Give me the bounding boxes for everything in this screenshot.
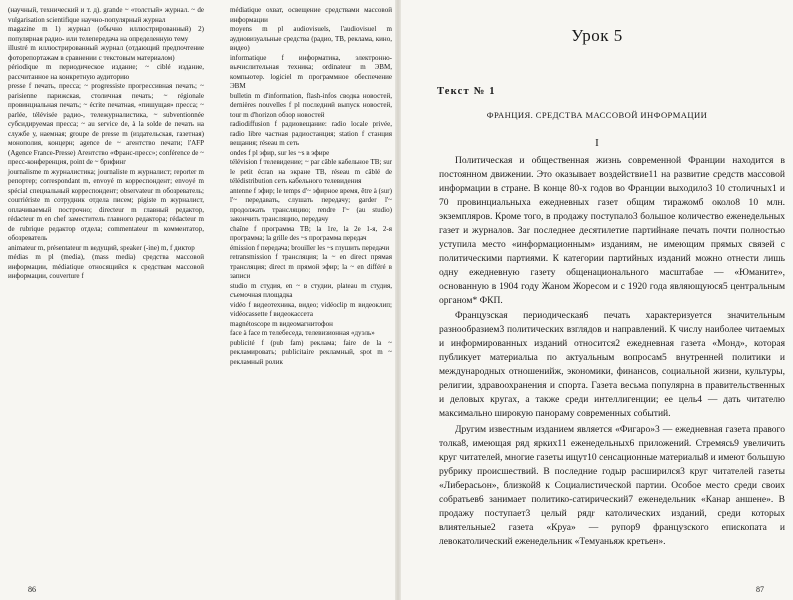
glossary-entry: bulletin m d'information, flash-infos сводка новостей, dernières nouvelles f pl последний выпуск новостей, tour m d'horizon обзор новостей — [230, 91, 392, 119]
glossary-entry: antenne f эфир; le temps d'~ эфирное время, être à (sur) l'~ передавать, слушать передачу; garder l'~ продолжать трансляцию; rendre l'~ (au studio) закончить трансляцию, передачу — [230, 186, 392, 223]
body-paragraph: Французская периодическая6 печать характеризуется значительным разнообразием3 политических взглядов и направлений. К числу наиболее читаемых и информированных изданий относится2 ежедневная газета «Монд», которая публикует материалыa по актуальным вопросам5 внутренней политики и международных отношенийж, экономики, финансов, социальной жизни, культуры, религии, здравоохранения и спорта. Газета весьма популярна в правительственных и деловых кругах, а также среди интеллигенции; ее цель4 — дать читателю максимально широкую панораму современных событий. — [439, 310, 785, 420]
text-subtitle: ФРАНЦИЯ. СРЕДСТВА МАССОВОЙ ИНФОРМАЦИИ — [486, 110, 708, 120]
body-paragraph: Политическая и общественная жизнь современной Франции находится в постоянном движении. Это оказывает воздействие11 на развитие средств массовой информации в стране. В конце 80-х годов во Франции выходило3 10 столичных1 и 70 провинциальныхa ежедневных газет общим тиражомб около8 10 млн. экземпляров. Кроме того, в продажу поступало3 большое количество еженедельных газет и журналов. Заr последнее десятилетие партийнаяe печать почти полностью уступила место «информационным» изданиям, не имеющим прямых связей с политическими партиями. К категории партийных изданий можно отнести лишь одну ежедневную газету общенационального масштабаe — «Юманите», основанную в 1904 году Жаном Жоресом и с 1920 года являющуюся5 центральным органом* ФКП. — [439, 155, 785, 306]
glossary-entry: médias m pl (media), (mass media) средства массовой информации, médiatique относящийся к средствам массовой информации, couverture f — [8, 253, 204, 280]
glossary-entry: magazine m 1) журнал (обычно иллюстрированный) 2) популярная радио- или телепередача на определенную тему — [8, 25, 204, 43]
glossary-entry: animateur m, présentateur m ведущий, speaker (-ine) m, f диктор — [8, 243, 195, 252]
glossary-entry: vidéo f видеотехника, видео; vidéoclip m видеоклип; vidéocassette f видеокассета — [230, 300, 392, 318]
glossary-column-1 — [8, 6, 204, 282]
section-numeral: I — [595, 137, 599, 149]
body-paragraph: Другим известным изданием является «Фигаро»3 — ежедневная газета правого толка8, имеющая ряд ярких11 еженедельных6 приложений. Стремясь9 увеличить круг читателей, многие газеты ищут10 сенсационные материалы8 и имеют большую рубрику происшествий. В последние годыp расширился3 круг читателей газеты «Либерасьон», близкой8 к Социалистической партии. Особое место среди своих собратьев6 занимает политико-сатирический7 еженедельник «Канар аншене». В продажу поступает3 целый рядr католических изданий, среди которых влиятельные2 газета «Круа» — рупор9 французского епископата и левокатолический еженедельник «Темуаньяж кретьен». — [439, 424, 785, 547]
glossary-entry: presse f печать, пресса; ~ progressiste прогрессивная печать; ~ parisienne парижская, столичная печать; ~ régionale провинциальная печать; ~ écrite печатная, «пишущая» пресса; ~ parlée, télévisée радио-, тележурналистика, ~ subventionnée субсидируемая пресса; ~ au service de, à la solde de печать на службе у, наемная; groupe de presse m (издательская, газетная) монополия, концерн; agence de ~ агентство печати; l'AFP (Agence France-Presse) Агентство «Франс-пресс»; conférence de ~ пресс-конференция, point de ~ брифинг — [8, 82, 204, 166]
page-number-left: 86 — [28, 585, 36, 594]
glossary-entry: périodique m периодическое издание; ~ ciblé издание, рассчитанное на конкретную аудиторию — [8, 63, 204, 81]
lesson-body-text — [439, 154, 785, 551]
glossary-entry: chaîne f программа ТВ; la 1re, la 2e 1-я, 2-я программа; la grille des ~s программа передач — [230, 224, 392, 242]
glossary-entry: face à face m телебеседа, телевизионная «дуэль» — [230, 329, 375, 337]
glossary-entry: retransmission f трансляция; la ~ en direct прямая трансляция; direct m прямой эфир; la ~ en différé в записи — [230, 253, 392, 280]
glossary-entry: ondes f pl эфир, sur les ~s в эфире — [230, 148, 330, 157]
glossary-column-2 — [230, 6, 392, 367]
right-page — [401, 0, 793, 600]
glossary-entry: magnétoscope m видеомагнитофон — [230, 319, 333, 328]
glossary-entry: informatique f информатика, электронно-вычислительная техника; ordinateur m ЭВМ, компьютер. logiciel m программное обеспечение ЭВМ — [230, 53, 392, 90]
glossary-entry: studio m студия, en ~ в студии, plateau m студия, съемочная площадка — [230, 281, 392, 299]
glossary-entry: moyens m pl audiovisuels, l'audiovisuel m аудиовизуальные средства (радио, ТВ, реклама, кино, видео) — [230, 25, 392, 52]
lesson-title: Урок 5 — [571, 26, 623, 45]
glossary-entry: publicité f (pub fam) реклама; faire de la ~ рекламировать; publicitaire рекламный, spot m ~ рекламный ролик — [230, 338, 392, 366]
text-number-heading: Текст № 1 — [437, 86, 496, 97]
glossary-entry: émission f передача; brouiller les ~s глушить передачи — [230, 243, 390, 252]
glossary-entry: journalisme m журналистика; journaliste m журналист; reporter m репортер; correspondant m, envoyé m корреспондент; envoyé m spécial специальный корреспондент; observateur m обозреватель; courriériste m сотрудник отдела писем; pigiste m журналист, оплачиваемый построчно; directeur m главный редактор, rédacteur m en chef заместитель главного редактора; rédacteur m de rubrique редактор отдела; commentateur m комментатор, обозреватель — [8, 167, 204, 242]
glossary-entry: (научный, технический и т. д). grande ~ «толстый» журнал. ~ de vulgarisation scientifique научно-популярный журнал — [8, 6, 204, 24]
page-number-right: 87 — [756, 585, 764, 594]
glossary-entry: illustré m иллюстрированный журнал (отдающий предпочтение фоторепортажам в сравнении с текстовым материалом) — [8, 44, 204, 62]
glossary-entry: médiatique охват, освещение средствами массовой информации — [230, 6, 392, 24]
glossary-entry: télévision f телевидение; ~ par câble кабельное ТВ; sur le petit écran на экране ТВ, réseau m câblé de télédistribution сеть кабельного телевидения — [230, 158, 392, 185]
left-page — [0, 0, 395, 600]
glossary-entry: radiodiffusion f радиовещание: radio locale privée, radio libre частная радиостанция; station f станция вещания; réseau m сеть — [230, 120, 392, 147]
